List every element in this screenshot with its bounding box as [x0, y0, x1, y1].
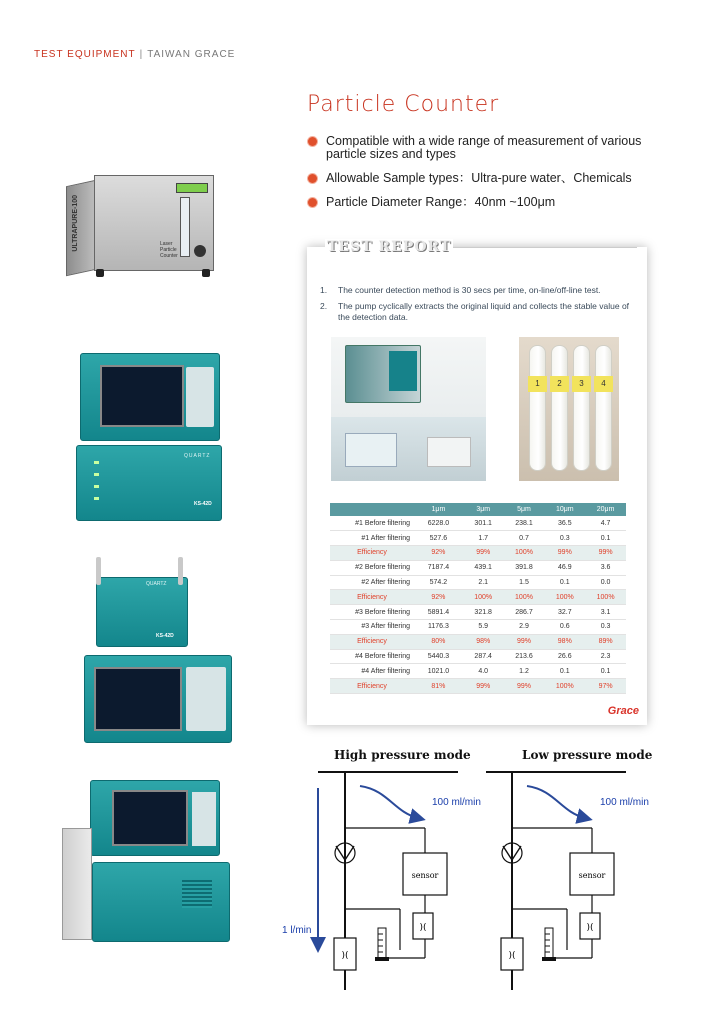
table-cell: 99% [463, 546, 504, 561]
row-label: #2 After filtering [330, 575, 414, 590]
table-cell: 0.0 [585, 575, 626, 590]
flowmeter-icon [378, 928, 386, 960]
table-cell: 100% [544, 590, 585, 605]
table-cell: 0.6 [544, 620, 585, 635]
table-cell: 527.6 [414, 531, 463, 546]
tube-label: 1 [528, 376, 547, 392]
table-cell: 99% [504, 634, 545, 649]
row-label: Efficiency [330, 634, 414, 649]
row-label: Efficiency [330, 546, 414, 561]
sensor-label: sensor [411, 871, 439, 880]
table-cell: 4.7 [585, 516, 626, 531]
table-cell: 0.3 [544, 531, 585, 546]
table-cell: 100% [463, 590, 504, 605]
table-cell: 99% [544, 546, 585, 561]
table-cell: 3.1 [585, 605, 626, 620]
row-label: Efficiency [330, 679, 414, 694]
table-cell: 80% [414, 634, 463, 649]
table-cell: 36.5 [544, 516, 585, 531]
report-note: 2. The pump cyclically extracts the original liquid and collects the stable value of the detection data. [320, 301, 630, 322]
row-label: #3 After filtering [330, 620, 414, 635]
low-pressure-title: Low pressure mode [522, 748, 653, 762]
table-cell: 99% [585, 546, 626, 561]
page-title: Particle Counter [307, 92, 500, 117]
feature-item: Particle Diameter Range：40nm ~100μm [307, 196, 647, 209]
row-label: #1 Before filtering [330, 516, 414, 531]
table-cell: 3.6 [585, 560, 626, 575]
high-pressure-diagram [318, 772, 458, 990]
table-cell: 0.1 [585, 664, 626, 679]
table-cell: 100% [585, 590, 626, 605]
svg-text:)(: )( [341, 951, 349, 961]
table-cell: 5.9 [463, 620, 504, 635]
table-cell: 287.4 [463, 649, 504, 664]
table-cell: 321.8 [463, 605, 504, 620]
table-cell: 1021.0 [414, 664, 463, 679]
table-cell: 0.1 [544, 575, 585, 590]
table-cell: 6228.0 [414, 516, 463, 531]
grace-logo: Grace [607, 705, 639, 717]
row-label: #4 After filtering [330, 664, 414, 679]
table-cell: 1176.3 [414, 620, 463, 635]
table-cell: 98% [544, 634, 585, 649]
sensor-label: sensor [578, 871, 606, 880]
main-flow-rate-label: 1 l/min [282, 925, 312, 936]
low-pressure-diagram [486, 772, 626, 990]
brand-label: QUARTZ [184, 453, 211, 459]
feature-item: Allowable Sample types：Ultra-pure water、Chemicals [307, 172, 647, 185]
table-cell: 238.1 [504, 516, 545, 531]
table-cell: 98% [463, 634, 504, 649]
header-category: TEST EQUIPMENT [34, 49, 136, 60]
table-cell: 391.8 [504, 560, 545, 575]
model-label: KS-42D [156, 633, 174, 639]
flowmeter-icon [545, 928, 553, 960]
table-cell: 100% [544, 679, 585, 694]
header-company: TAIWAN GRACE [147, 49, 236, 60]
header-separator: | [139, 49, 144, 60]
table-cell: 1.2 [504, 664, 545, 679]
table-cell: 5891.4 [414, 605, 463, 620]
row-label: #1 After filtering [330, 531, 414, 546]
svg-text:)(: )( [419, 923, 427, 933]
table-cell: 7187.4 [414, 560, 463, 575]
table-cell: 100% [504, 546, 545, 561]
table-cell: 286.7 [504, 605, 545, 620]
svg-text:)(: )( [508, 951, 516, 961]
table-cell: 213.6 [504, 649, 545, 664]
table-cell: 1.5 [504, 575, 545, 590]
report-title: TEST REPORT [327, 239, 452, 255]
device-caption: Laser Particle Counter [160, 241, 178, 259]
table-cell: 2.1 [463, 575, 504, 590]
table-cell: 81% [414, 679, 463, 694]
table-cell: 32.7 [544, 605, 585, 620]
high-pressure-title: High pressure mode [334, 748, 471, 762]
row-label: #2 Before filtering [330, 560, 414, 575]
column-header: 20μm [585, 503, 626, 516]
row-label: Efficiency [330, 590, 414, 605]
table-cell: 46.9 [544, 560, 585, 575]
high-flow-rate-label: 100 ml/min [432, 797, 481, 808]
table-cell: 99% [463, 679, 504, 694]
product-image-ks42d-handle: QUARTZ KS-42D [76, 557, 236, 747]
table-cell: 2.3 [585, 649, 626, 664]
column-header: 5μm [504, 503, 545, 516]
tube-label: 2 [550, 376, 569, 392]
table-cell: 2.9 [504, 620, 545, 635]
table-cell: 26.6 [544, 649, 585, 664]
tube-label: 3 [572, 376, 591, 392]
report-note: 1. The counter detection method is 30 secs per time, on-line/off-line test. [320, 285, 601, 295]
table-cell: 0.1 [544, 664, 585, 679]
table-cell: 0.3 [585, 620, 626, 635]
table-cell: 89% [585, 634, 626, 649]
table-cell: 97% [585, 679, 626, 694]
sample-flow-arrow [360, 786, 418, 818]
table-cell: 4.0 [463, 664, 504, 679]
column-header: 10μm [544, 503, 585, 516]
table-cell: 5440.3 [414, 649, 463, 664]
row-label: #4 Before filtering [330, 649, 414, 664]
table-cell: 92% [414, 590, 463, 605]
table-cell: 301.1 [463, 516, 504, 531]
row-label: #3 Before filtering [330, 605, 414, 620]
table-cell: 574.2 [414, 575, 463, 590]
table-cell: 0.1 [585, 531, 626, 546]
tube-label: 4 [594, 376, 613, 392]
svg-text:)(: )( [586, 923, 594, 933]
low-flow-rate-label: 100 ml/min [600, 797, 649, 808]
table-cell: 0.7 [504, 531, 545, 546]
column-header: 3μm [463, 503, 504, 516]
table-cell: 1.7 [463, 531, 504, 546]
table-cell: 439.1 [463, 560, 504, 575]
table-cell: 99% [504, 679, 545, 694]
table-cell: 92% [414, 546, 463, 561]
table-cell: 100% [504, 590, 545, 605]
device-vertical-label: ULTRAPURE-100 [72, 195, 79, 252]
feature-item: Compatible with a wide range of measurement of various particle sizes and types [307, 135, 647, 161]
column-header: 1μm [414, 503, 463, 516]
model-label: KS-42D [194, 501, 212, 507]
